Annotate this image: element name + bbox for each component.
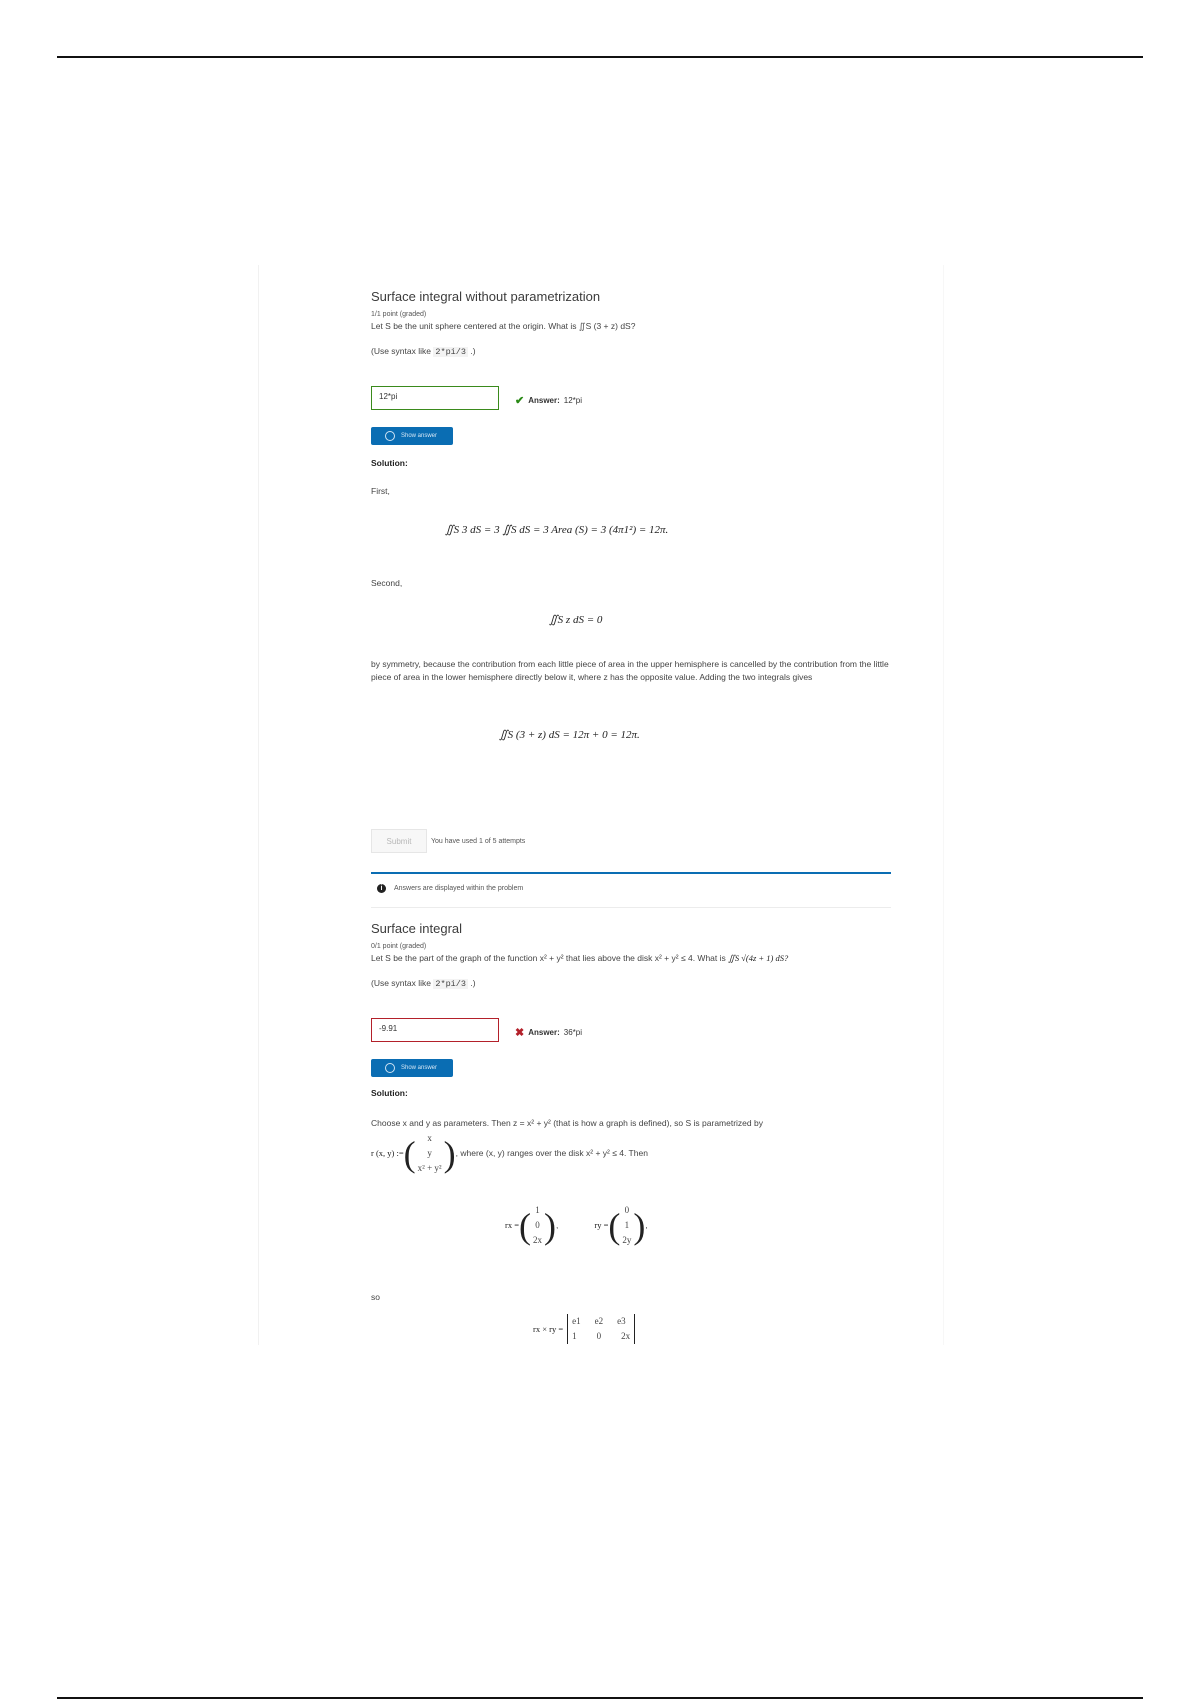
checkmark-icon: ✔ — [515, 395, 525, 407]
parametrization: r (x, y) := ( x y x² + y² ) , where (x, y) ranges over the disk x² + y² ≤ 4. Then — [371, 1131, 648, 1176]
solution-label: Solution: — [371, 458, 408, 468]
cross-icon: ✖ — [515, 1027, 525, 1039]
submit-button[interactable]: Submit — [371, 829, 427, 853]
problem-title: Surface integral — [371, 921, 463, 936]
attempts-text: You have used 1 of 5 attempts — [431, 838, 526, 845]
rx-vector: ( 1 0 2x ) — [519, 1205, 556, 1246]
show-answer-button[interactable]: Show answer — [371, 427, 453, 445]
solution-second: Second, — [371, 578, 403, 588]
notice-divider — [371, 872, 891, 874]
solution-equation-1: ∬S 3 dS = 3 ∬S dS = 3 Area (S) = 3 (4π1²) = 12π. — [445, 524, 669, 536]
solution-first: First, — [371, 486, 390, 496]
loading-icon — [385, 431, 395, 441]
syntax-hint: (Use syntax like 2*pi/3 .) — [371, 346, 476, 357]
param-vector: ( x y x² + y² ) — [403, 1133, 456, 1174]
answer-input[interactable]: 12*pi — [371, 386, 499, 410]
solution-label: Solution: — [371, 1088, 408, 1098]
solution-line-1: Choose x and y as parameters. Then z = x² + y² (that is how a graph is defined), so S is parametrized by — [371, 1118, 763, 1128]
problem-prompt: Let S be the unit sphere centered at the origin. What is ∬S (3 + z) dS? — [371, 321, 636, 331]
solution-explanation: by symmetry, because the contribution from each little piece of area in the upper hemisphere is cancelled by the contribution from the little piece of area in the lower hemisphere directly below it, where z has the opposite value. Adding the two integrals gives — [371, 659, 889, 682]
notice: i Answers are displayed within the problem — [377, 884, 523, 893]
problem-points: 0/1 point (graded) — [371, 943, 427, 950]
answer-input[interactable]: -9.91 — [371, 1018, 499, 1042]
problem-title: Surface integral without parametrization — [371, 289, 601, 304]
info-icon: i — [377, 884, 386, 893]
problem-prompt: Let S be the part of the graph of the function x² + y² that lies above the disk x² + y² ≤ 4. What is ∬S √(4z + 1) dS? — [371, 953, 789, 963]
solution-equation-3: ∬S (3 + z) dS = 12π + 0 = 12π. — [499, 729, 640, 741]
ry-vector: ( 0 1 2y ) — [608, 1205, 646, 1246]
problem-separator — [371, 907, 891, 908]
answer-result: ✔ Answer: 12*pi — [515, 395, 583, 407]
solution-equation-2: ∬S z dS = 0 — [549, 614, 603, 626]
loading-icon — [385, 1063, 395, 1073]
solution-so: so — [371, 1292, 380, 1302]
partial-derivatives: rx = ( 1 0 2x ) , ry = ( 0 1 2y ) , — [505, 1203, 648, 1248]
syntax-hint: (Use syntax like 2*pi/3 .) — [371, 978, 476, 989]
answer-result: ✖ Answer: 36*pi — [515, 1027, 583, 1039]
page-bottom-rule — [57, 1697, 1143, 1699]
determinant: e1 e2 e3 1 0 2x — [572, 1316, 631, 1341]
cross-product: rx × ry = e1 e2 e3 1 0 2x — [533, 1314, 635, 1344]
page-top-rule — [57, 56, 1143, 58]
show-answer-button[interactable]: Show answer — [371, 1059, 453, 1077]
problem-points: 1/1 point (graded) — [371, 311, 427, 318]
screenshot-panel — [258, 265, 944, 1345]
